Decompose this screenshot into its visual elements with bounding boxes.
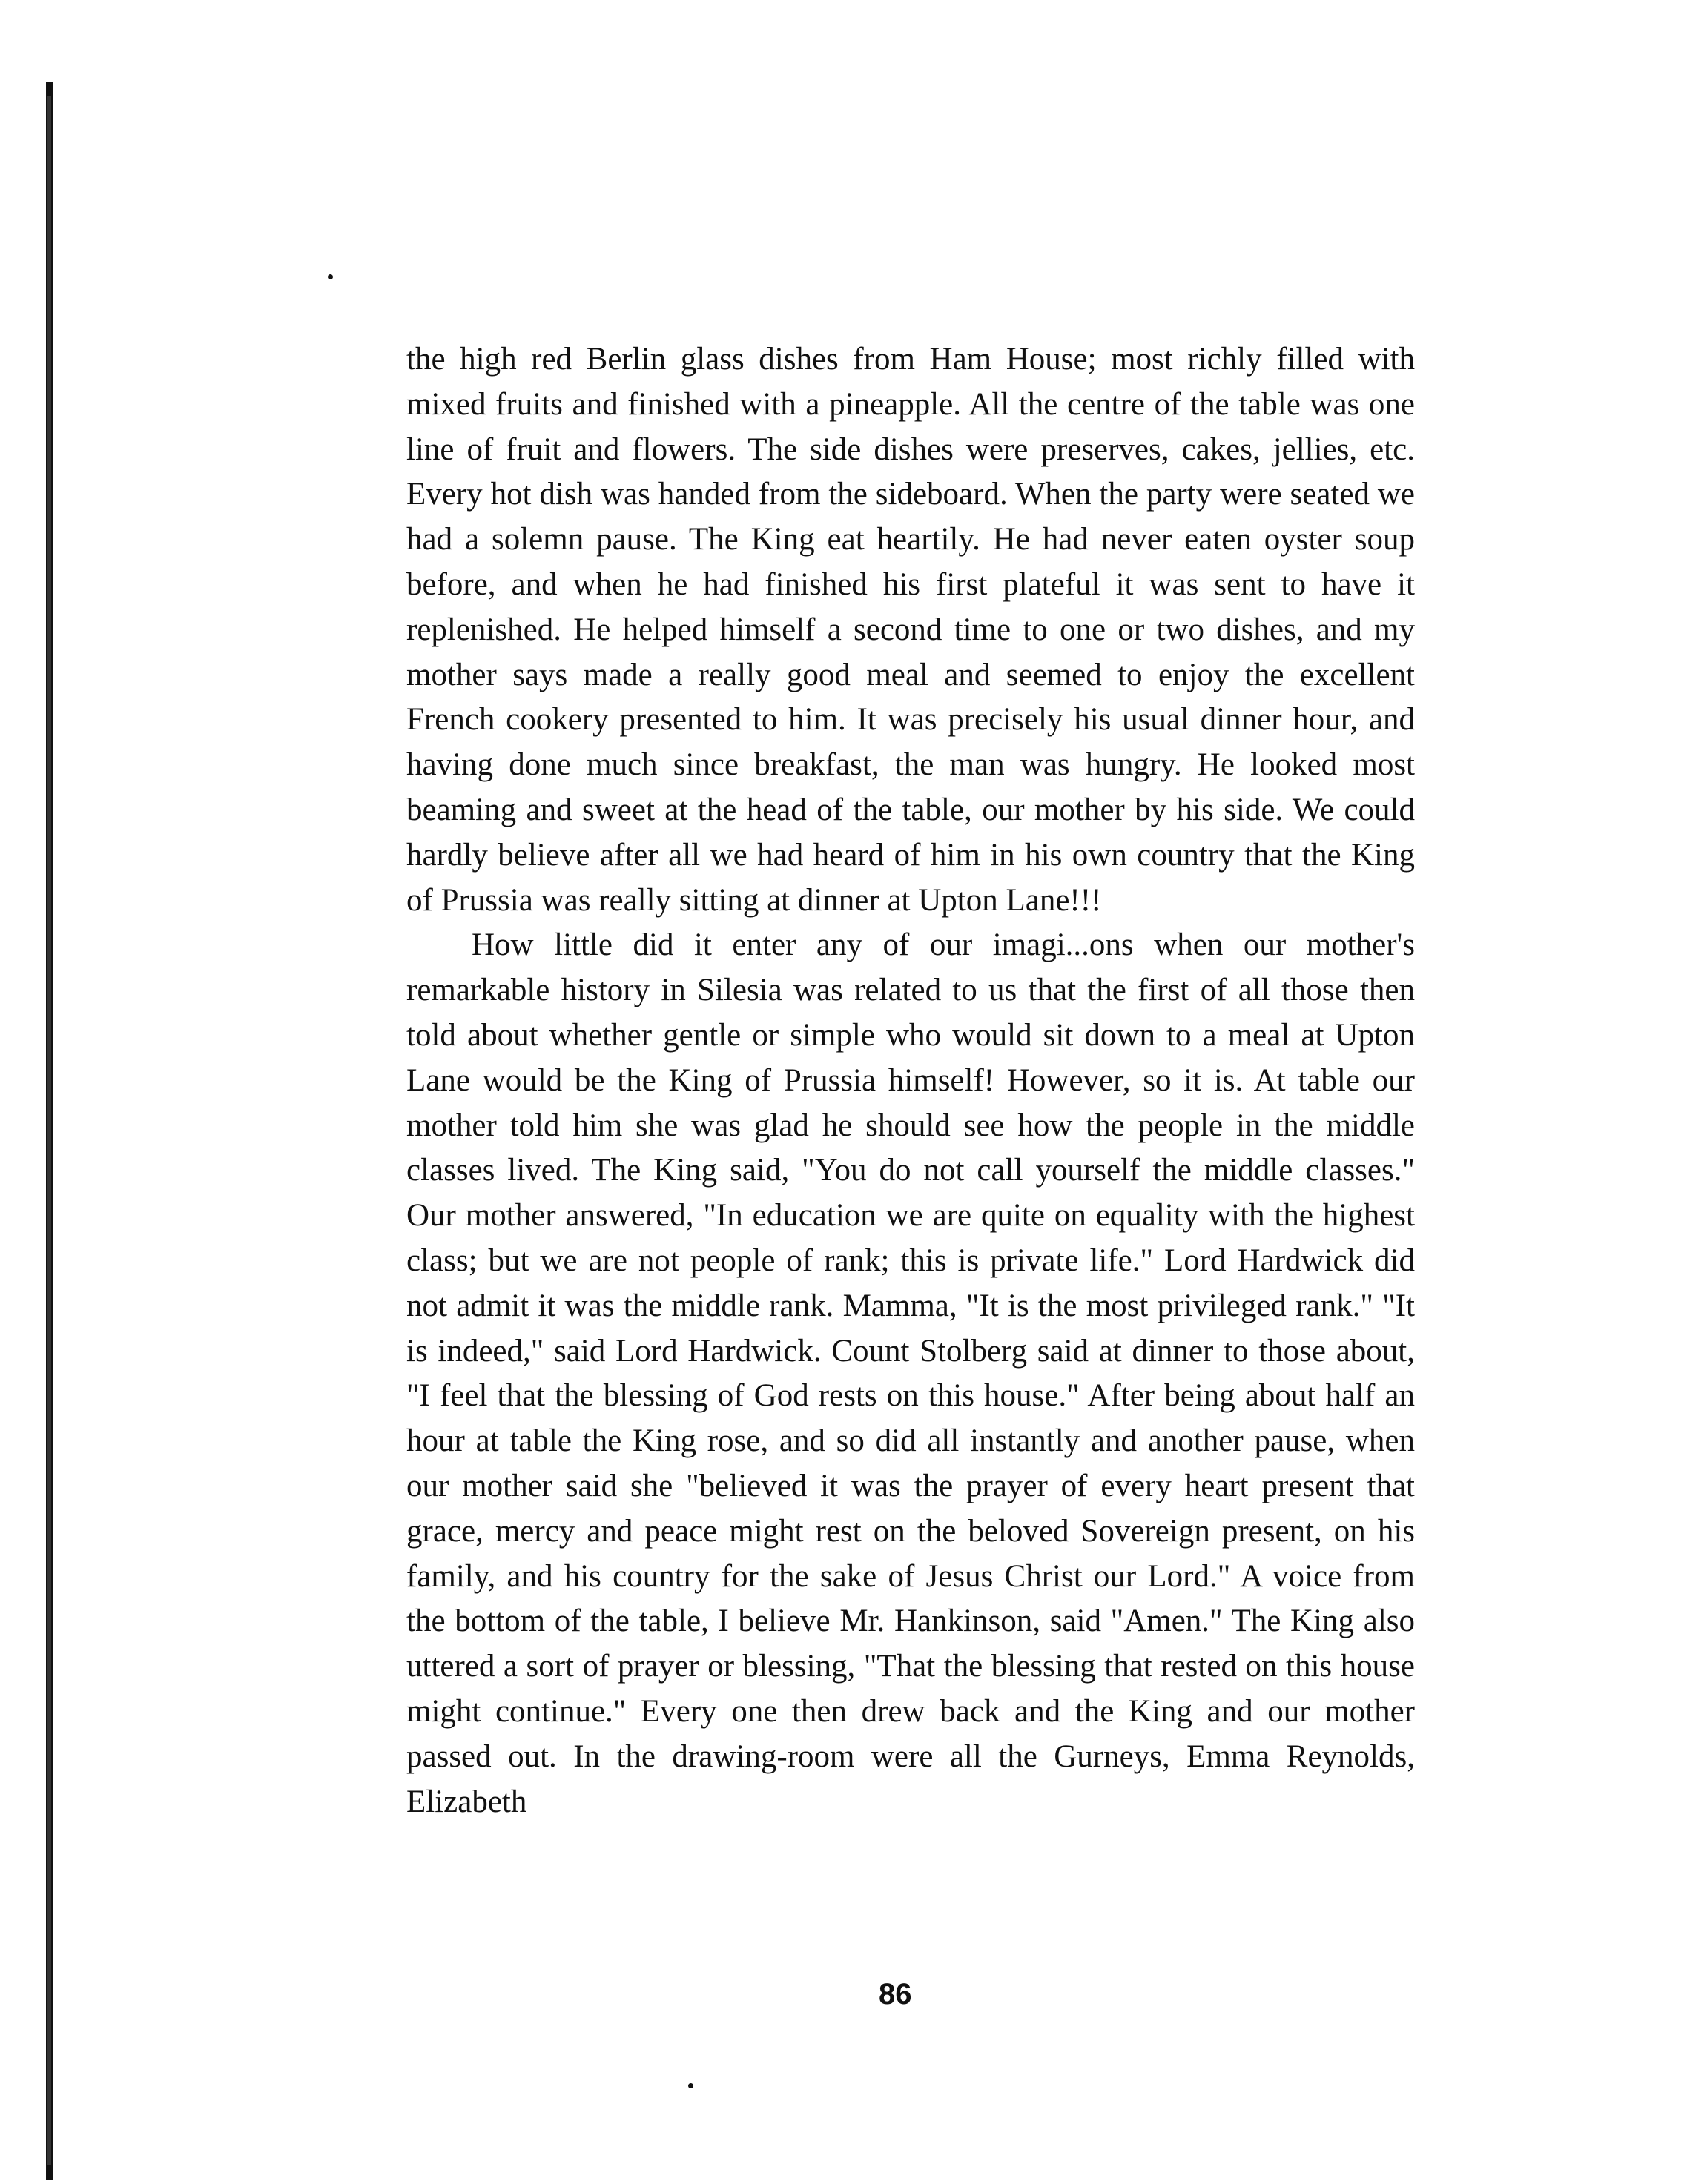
paragraph-2: How little did it enter any of our imagi...ons when our mother's remarkable history in Silesia was related to us that the first of all those then told about whether gentle or simple who would sit down to a meal at Upton Lane would be the King of Prussia himself! However, so it is. At table our mother told him she was glad he should see how the people in the middle classes lived. The King said, "You do not call yourself the middle classes." Our mother answered, "In education we are quite on equality with the highest class; but we are not people of rank; this is private life." Lord Hardwick did not admit it was the middle rank. Mamma, "It is the most privileged rank." "It is indeed," said Lord Hardwick. Count Stolberg said at dinner to those about, "I feel that the blessing of God rests on this house." After being about half an hour at table the King rose, and so did all instantly and another pause, when our mother said she "believed it was the prayer of every heart present that grace, mercy and peace might rest on the beloved Sovereign present, on his family, and his country for the sake of Jesus Christ our Lord." A voice from the bottom of the table, I believe Mr. Hankinson, said "Amen." The King also uttered a sort of prayer or blessing, "That the blessing that rested on this house might continue." Every one then drew back and the King and our mother passed out. In the drawing-room were all the Gurneys, Emma Reynolds, Elizabeth [406, 927, 1415, 1819]
scan-speck [328, 274, 333, 279]
paragraph-1: the high red Berlin glass dishes from Ham House; most richly filled with mixed fruits and finished with a pineapple. All the centre of the table was one line of fruit and flowers. The side dishes were preserves, cakes, jellies, etc. Every hot dish was handed from the sideboard. When the party were seated we had a solemn pause. The King eat heartily. He had never eaten oyster soup before, and when he had finished his first plateful it was sent to have it replenished. He helped himself a second time to one or two dishes, and my mother says made a really good meal and seemed to enjoy the excellent French cookery presented to him. It was precisely his usual dinner hour, and having done much since breakfast, the man was hungry. He looked most beaming and sweet at the head of the table, our mother by his side. We could hardly believe after all we had heard of him in his own country that the King of Prussia was really sitting at dinner at Upton Lane!!! [406, 342, 1415, 918]
binding-edge [46, 82, 53, 2180]
scan-speck [688, 2083, 693, 2088]
body-text [406, 337, 1415, 1824]
page-number: 86 [879, 1978, 912, 2011]
